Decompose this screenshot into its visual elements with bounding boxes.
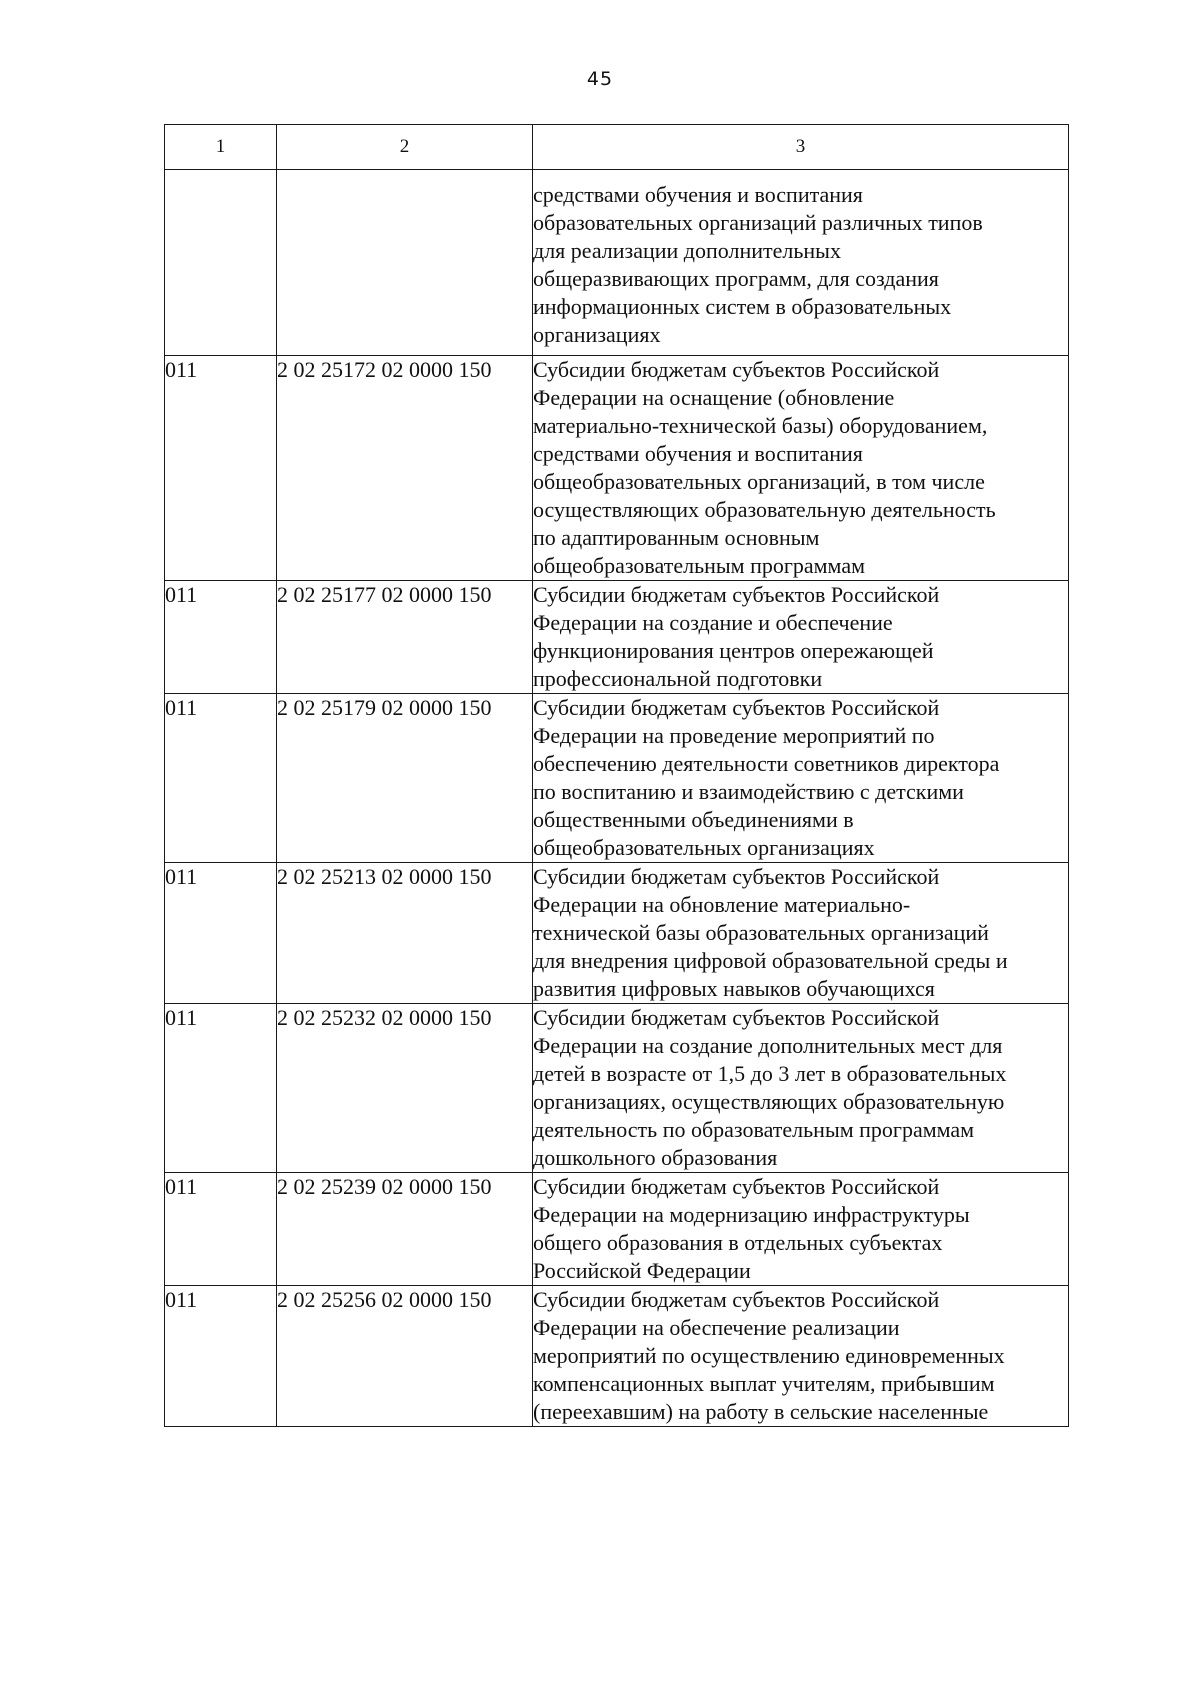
description-cell [533, 694, 1069, 863]
description-line: по воспитанию и взаимодействию с детскими [533, 779, 964, 804]
description-cell [533, 581, 1069, 694]
budget-code-cell: 2 02 25213 02 0000 150 [277, 863, 533, 1004]
description-line: общественными объединениями в [533, 807, 854, 832]
description-line: Федерации на проведение мероприятий по [533, 723, 935, 748]
table-row [165, 1173, 1069, 1286]
description-cell [533, 1173, 1069, 1286]
admin-code-cell: 011 [165, 694, 277, 863]
description-cell [533, 863, 1069, 1004]
budget-code-cell: 2 02 25177 02 0000 150 [277, 581, 533, 694]
description-line: Федерации на создание дополнительных мест для [533, 1033, 1003, 1058]
table-row [165, 356, 1069, 581]
description-line: Субсидии бюджетам субъектов Российской [533, 582, 940, 607]
admin-code-cell: 011 [165, 1173, 277, 1286]
description-line: Субсидии бюджетам субъектов Российской [533, 357, 940, 382]
description-line: (переехавшим) на работу в сельские населенные [533, 1399, 989, 1424]
admin-code-cell: 011 [165, 863, 277, 1004]
description-line: профессиональной подготовки [533, 666, 823, 691]
description-line: Субсидии бюджетам субъектов Российской [533, 695, 940, 720]
description-line: Федерации на создание и обеспечение [533, 610, 893, 635]
description-line: мероприятий по осуществлению единовременных [533, 1343, 1005, 1368]
description-line: для внедрения цифровой образовательной среды и [533, 948, 1008, 973]
description-line: обеспечению деятельности советников директора [533, 751, 1000, 776]
description-line: средствами обучения и воспитания [533, 182, 863, 207]
description-line: развития цифровых навыков обучающихся [533, 976, 935, 1001]
description-cell [533, 1286, 1069, 1427]
column-header-1: 1 [165, 125, 277, 170]
table-header-row [165, 125, 1069, 170]
table-row [165, 863, 1069, 1004]
budget-code-cell: 2 02 25179 02 0000 150 [277, 694, 533, 863]
admin-code-cell: 011 [165, 1004, 277, 1173]
description-cell [533, 356, 1069, 581]
column-header-2: 2 [277, 125, 533, 170]
description-line: Субсидии бюджетам субъектов Российской [533, 1174, 940, 1199]
budget-code-table [164, 124, 1069, 1427]
table-row [165, 170, 1069, 356]
description-line: средствами обучения и воспитания [533, 441, 863, 466]
description-line: общеобразовательных организаций, в том числе [533, 469, 985, 494]
description-cell [533, 170, 1069, 356]
admin-code-cell: 011 [165, 581, 277, 694]
admin-code-cell: 011 [165, 356, 277, 581]
budget-code-cell: 2 02 25232 02 0000 150 [277, 1004, 533, 1173]
description-line: Федерации на оснащение (обновление [533, 385, 895, 410]
budget-code-cell: 2 02 25172 02 0000 150 [277, 356, 533, 581]
description-line: Федерации на модернизацию инфраструктуры [533, 1202, 970, 1227]
description-line: общеобразовательных организациях [533, 835, 875, 860]
description-line: организациях, осуществляющих образовательную [533, 1089, 1005, 1114]
description-line: функционирования центров опережающей [533, 638, 934, 663]
description-line: технической базы образовательных организаций [533, 920, 989, 945]
description-line: деятельность по образовательным программам [533, 1117, 975, 1142]
table-body [165, 170, 1069, 1427]
description-line: материально-технической базы) оборудованием, [533, 413, 988, 438]
description-line: для реализации дополнительных [533, 238, 841, 263]
description-line: по адаптированным основным [533, 525, 820, 550]
description-line: Субсидии бюджетам субъектов Российской [533, 1287, 940, 1312]
description-line: Субсидии бюджетам субъектов Российской [533, 1005, 940, 1030]
description-line: Федерации на обеспечение реализации [533, 1315, 900, 1340]
description-line: общеобразовательным программам [533, 553, 866, 578]
table-row [165, 694, 1069, 863]
description-line: общего образования в отдельных субъектах [533, 1230, 943, 1255]
admin-code-cell [165, 170, 277, 356]
admin-code-cell: 011 [165, 1286, 277, 1427]
budget-code-cell [277, 170, 533, 356]
description-line: детей в возрасте от 1,5 до 3 лет в образовательных [533, 1061, 1007, 1086]
description-line: Субсидии бюджетам субъектов Российской [533, 864, 940, 889]
table-row [165, 1286, 1069, 1427]
page-number: 45 [586, 68, 614, 90]
description-line: Российской Федерации [533, 1258, 751, 1283]
description-line: компенсационных выплат учителям, прибывшим [533, 1371, 995, 1396]
budget-code-cell: 2 02 25239 02 0000 150 [277, 1173, 533, 1286]
table-row [165, 581, 1069, 694]
description-line: дошкольного образования [533, 1145, 778, 1170]
table-row [165, 1004, 1069, 1173]
column-header-3: 3 [533, 125, 1069, 170]
budget-code-cell: 2 02 25256 02 0000 150 [277, 1286, 533, 1427]
description-line: осуществляющих образовательную деятельность [533, 497, 996, 522]
description-line: информационных систем в образовательных [533, 294, 952, 319]
description-line: Федерации на обновление материально- [533, 892, 911, 917]
description-line: организациях [533, 322, 661, 347]
description-line: общеразвивающих программ, для создания [533, 266, 939, 291]
description-cell [533, 1004, 1069, 1173]
description-line: образовательных организаций различных типов [533, 210, 983, 235]
